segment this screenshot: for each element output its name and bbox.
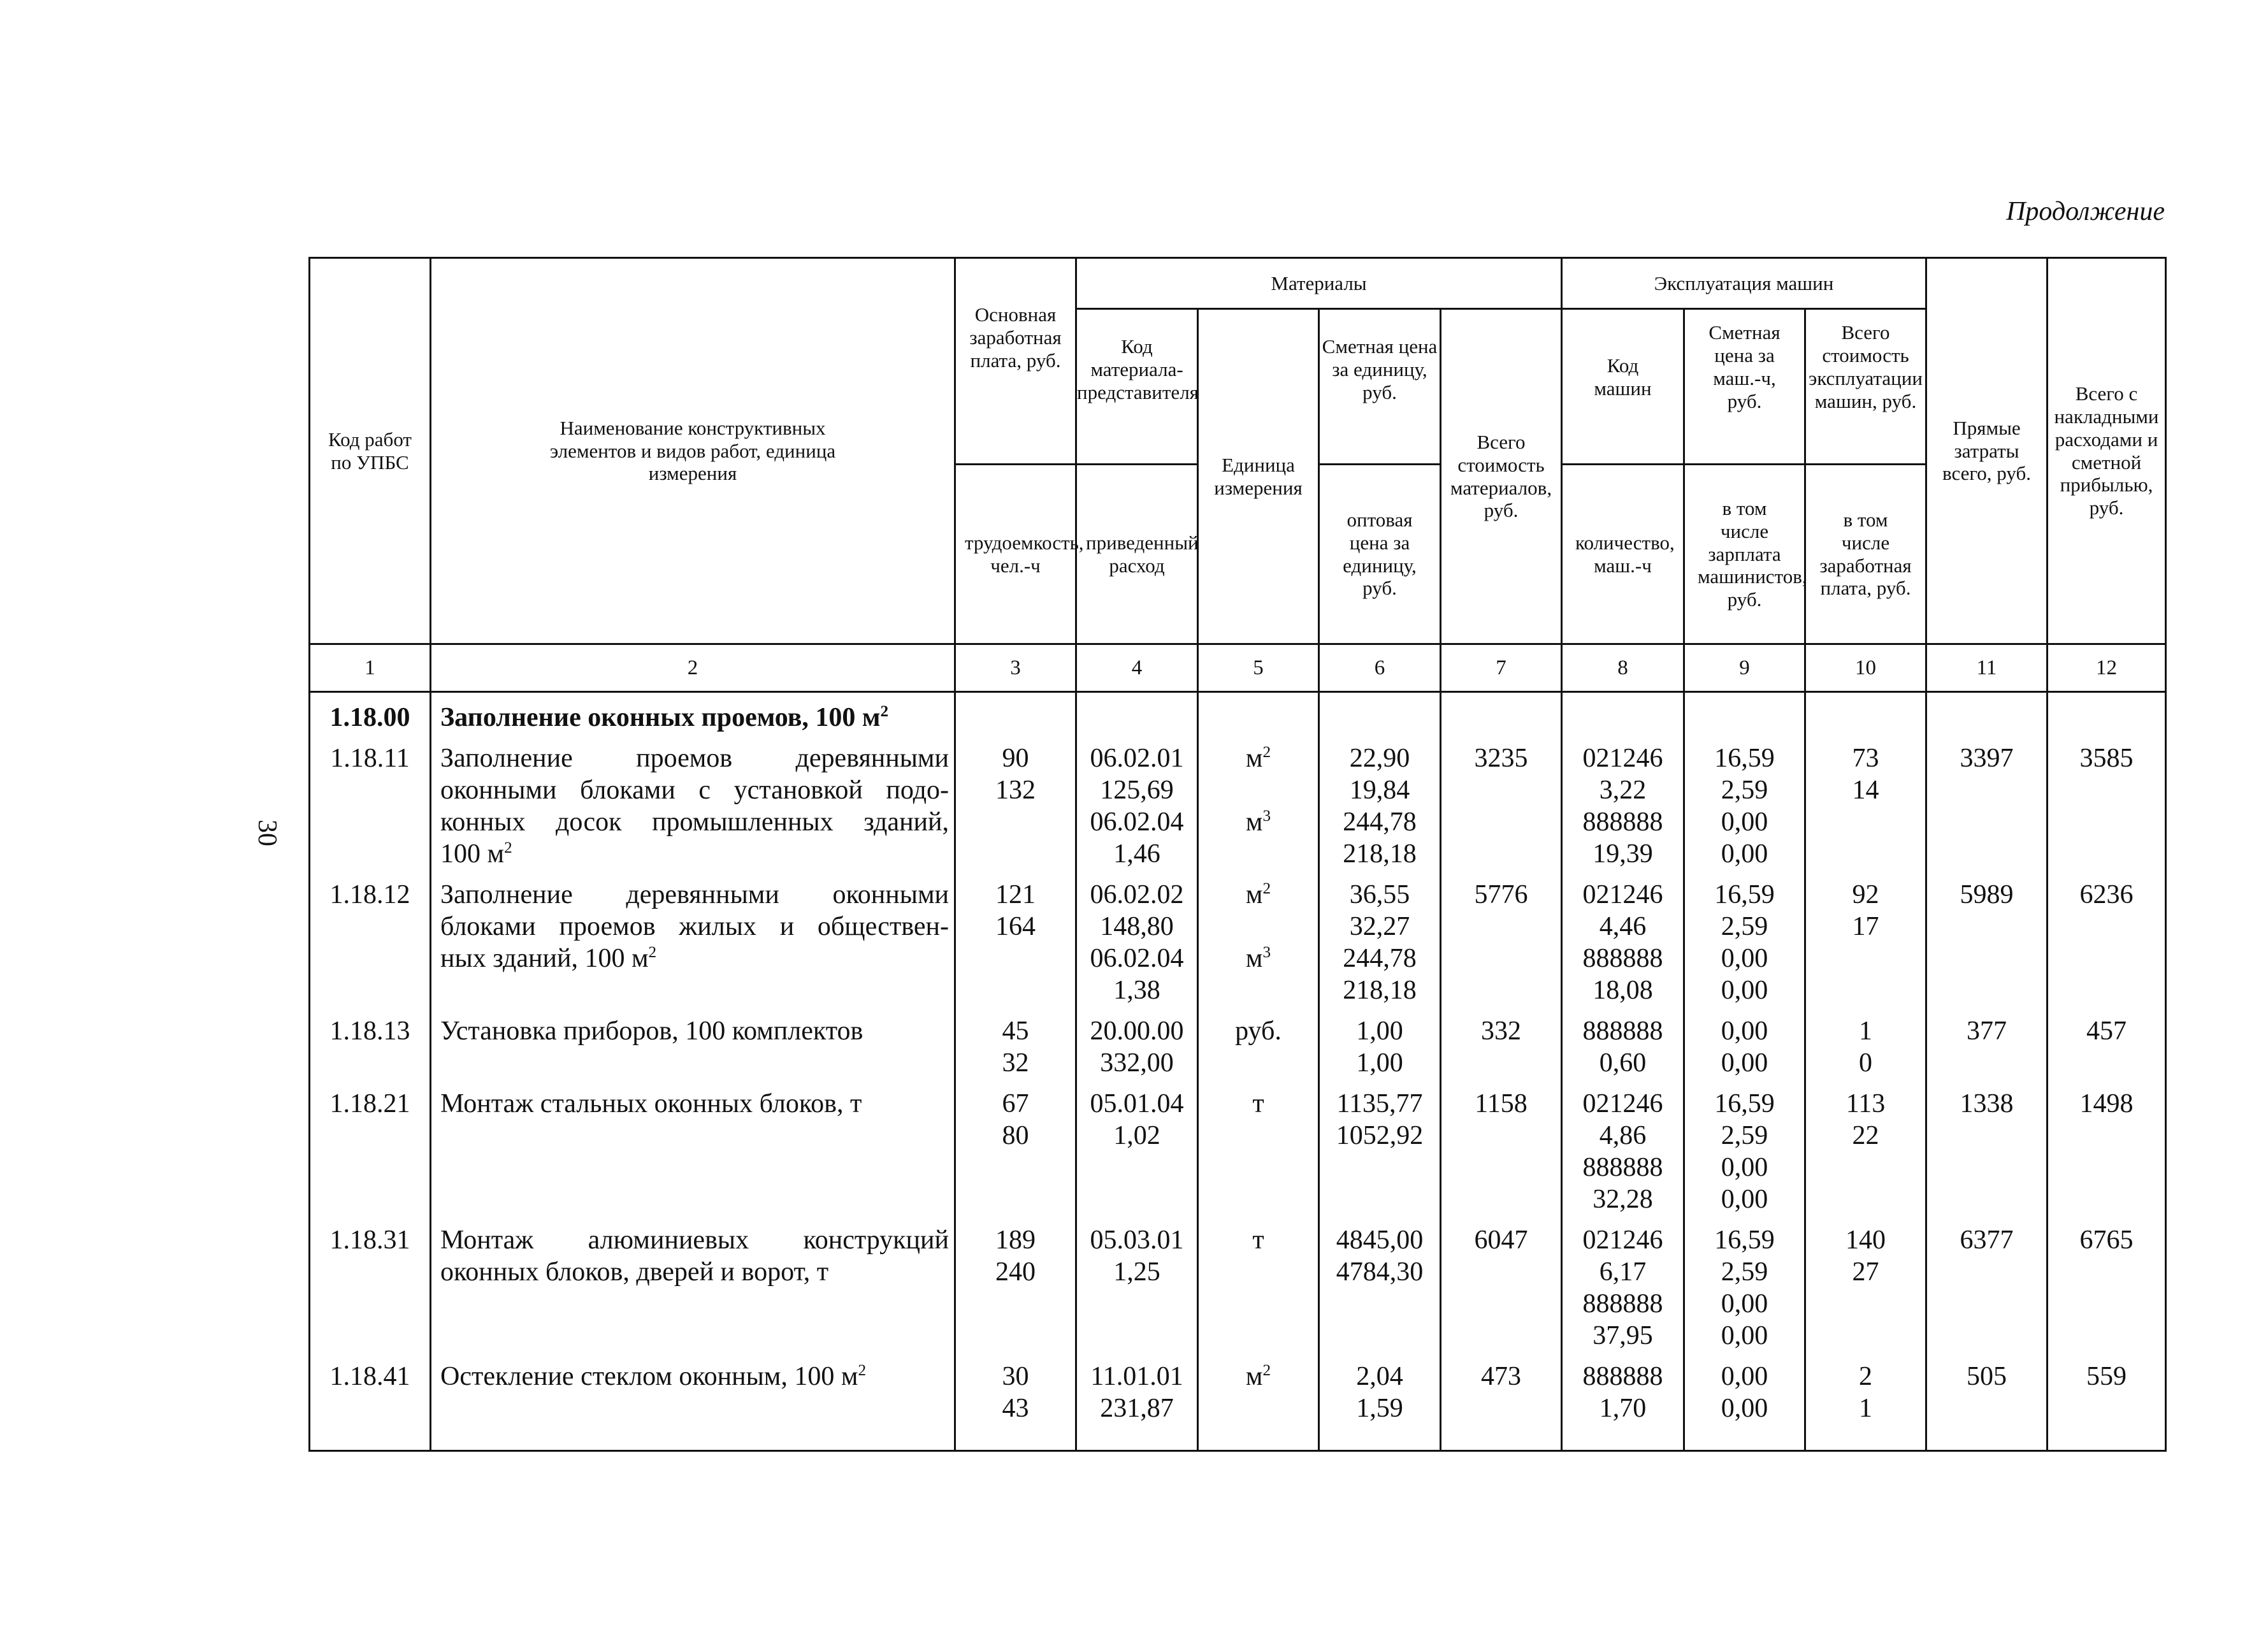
- cell-value: 1,25: [1113, 1257, 1160, 1287]
- column-number: 10: [1805, 644, 1926, 692]
- cell-c10: [1805, 1220, 1926, 1357]
- cell-value: 1: [1859, 1394, 1872, 1423]
- header-col11: Прямые затраты всего, руб.: [1926, 258, 2048, 644]
- cell-value: 16,59: [1714, 1089, 1775, 1118]
- work-code: 1.18.21: [310, 1084, 431, 1220]
- header-materials: Материалы: [1076, 258, 1562, 309]
- column-number: 8: [1562, 644, 1684, 692]
- work-code: 1.18.41: [310, 1357, 431, 1451]
- work-name: [431, 1220, 955, 1357]
- cell-value: 2,59: [1721, 912, 1768, 941]
- cell-value: 6,17: [1599, 1257, 1647, 1287]
- header-col4-top: Код материала-представителя: [1076, 309, 1198, 465]
- cell-c7: [1441, 1220, 1562, 1357]
- column-number: 7: [1441, 644, 1562, 692]
- header-col3-bottom: трудоемкость, чел.-ч: [955, 465, 1076, 644]
- cell-value: 164: [995, 912, 1036, 941]
- cell-c7: [1441, 875, 1562, 1011]
- cell-value: $м^3$: [1245, 944, 1271, 973]
- cell-value: 888888: [1582, 1289, 1663, 1319]
- work-name: [431, 739, 955, 875]
- header-col10-bottom: в том числе заработная плата, руб.: [1805, 465, 1926, 644]
- header-col9-bottom: в том числе зарплата машинистов, руб.: [1684, 465, 1805, 644]
- cell-value: [1199, 974, 1318, 1006]
- cell-value: 06.02.04: [1090, 807, 1184, 837]
- cell-value: [1199, 774, 1318, 806]
- cell-value: 32,28: [1593, 1185, 1653, 1214]
- cell-c3: [955, 875, 1076, 1011]
- cell-c11: [1926, 739, 2048, 875]
- cell-value: 4784,30: [1336, 1257, 1424, 1287]
- cell-value: 3,22: [1599, 776, 1647, 805]
- work-code: 1.18.12: [310, 875, 431, 1011]
- estimate-table: [308, 257, 2167, 1452]
- cell-c4: [1076, 1220, 1198, 1357]
- cell-value: 332,00: [1100, 1048, 1174, 1078]
- cell-c6: [1319, 1220, 1441, 1357]
- cell-value: 021246: [1582, 880, 1663, 909]
- cell-value: 19,84: [1349, 776, 1410, 805]
- cell-value: т: [1252, 1089, 1264, 1118]
- cell-value: [1199, 838, 1318, 870]
- cell-c10: [1805, 1084, 1926, 1220]
- cell-value: 1,00: [1356, 1016, 1403, 1046]
- work-name-line: Монтаж стальных оконных блоков, т: [440, 1089, 862, 1118]
- cell-c3: [955, 1011, 1076, 1084]
- work-name-line: конных досок промышленных зданий,: [440, 807, 949, 837]
- cell-value: 1338: [1960, 1089, 2014, 1118]
- cell-value: 4,86: [1599, 1121, 1647, 1150]
- cell-c9: [1684, 1220, 1805, 1357]
- header-machines: Эксплуатация машин: [1562, 258, 1926, 309]
- cell-value: 473: [1481, 1362, 1521, 1391]
- cell-c9: [1684, 875, 1805, 1011]
- work-name-line: Монтаж алюминиевых конструкций: [440, 1226, 949, 1255]
- cell-value: 113: [1845, 1089, 1886, 1118]
- cell-c4: [1076, 1011, 1198, 1084]
- cell-c11: [1926, 1220, 2048, 1357]
- section-title: Заполнение оконных проемов, 100 $м^2$: [431, 692, 955, 739]
- cell-value: 0,00: [1721, 1321, 1768, 1350]
- cell-value: 45: [1002, 1016, 1029, 1046]
- header-col2: Наименование конструктивных элементов и видов работ, единица измерения: [431, 258, 955, 644]
- cell-value: 1,00: [1356, 1048, 1403, 1078]
- cell-value: 888888: [1582, 944, 1663, 973]
- cell-c11: [1926, 1357, 2048, 1451]
- header-col12: Всего с накладными расходами и сметной прибылью, руб.: [2048, 258, 2166, 644]
- work-code: 1.18.13: [310, 1011, 431, 1084]
- cell-value: 06.02.01: [1090, 744, 1184, 773]
- cell-c12: [2048, 1220, 2166, 1357]
- cell-value: 1052,92: [1336, 1121, 1424, 1150]
- cell-c8: [1562, 1220, 1684, 1357]
- cell-value: 888888: [1582, 1153, 1663, 1182]
- cell-c9: [1684, 1357, 1805, 1451]
- header-col8-bottom: количество, маш.-ч: [1562, 465, 1684, 644]
- cell-value: $м^2$: [1245, 744, 1271, 773]
- cell-value: 2: [1859, 1362, 1872, 1391]
- cell-c6: [1319, 875, 1441, 1011]
- cell-value: 457: [2086, 1016, 2127, 1046]
- cell-value: 90: [1002, 744, 1029, 773]
- cell-value: 92: [1852, 880, 1879, 909]
- cell-value: $м^2$: [1245, 880, 1271, 909]
- cell-c8: [1562, 739, 1684, 875]
- cell-value: 19,39: [1593, 839, 1653, 869]
- cell-value: 5776: [1474, 880, 1528, 909]
- cell-c4: [1076, 739, 1198, 875]
- cell-value: 0,00: [1721, 944, 1768, 973]
- header-col9-top: Сметная цена за маш.-ч, руб.: [1684, 309, 1805, 465]
- cell-value: 73: [1852, 744, 1879, 773]
- cell-value: 1,38: [1113, 976, 1160, 1005]
- cell-c9: [1684, 1084, 1805, 1220]
- header-col10-top: Всего стоимость эксплуатации машин, руб.: [1805, 309, 1926, 465]
- cell-value: 0,00: [1721, 1289, 1768, 1319]
- header-col6-top: Сметная цена за единицу, руб.: [1319, 309, 1441, 465]
- cell-value: 132: [995, 776, 1036, 805]
- work-name-line: оконными блоками с установкой подо-: [440, 776, 949, 805]
- cell-value: 1158: [1475, 1089, 1528, 1118]
- cell-c10: [1805, 739, 1926, 875]
- cell-value: $м^3$: [1245, 807, 1271, 837]
- cell-c4: [1076, 1357, 1198, 1451]
- cell-value: 2,04: [1356, 1362, 1403, 1391]
- cell-value: 0,60: [1599, 1048, 1647, 1078]
- cell-value: 3397: [1960, 744, 2014, 773]
- section-code: 1.18.00: [310, 692, 431, 739]
- cell-c12: [2048, 1357, 2166, 1451]
- cell-value: 1,02: [1113, 1121, 1160, 1150]
- cell-value: 30: [1002, 1362, 1029, 1391]
- cell-c10: [1805, 1357, 1926, 1451]
- cell-value: 3585: [2079, 744, 2134, 773]
- cell-value: 3235: [1474, 744, 1528, 773]
- cell-value: 11.01.01: [1090, 1362, 1183, 1391]
- column-number: 4: [1076, 644, 1198, 692]
- cell-value: 125,69: [1100, 776, 1174, 805]
- cell-value: 0: [1859, 1048, 1872, 1078]
- cell-value: 4845,00: [1336, 1226, 1424, 1255]
- work-name-line: ных зданий, 100 $м^2$: [440, 944, 657, 973]
- cell-c6: [1319, 1357, 1441, 1451]
- cell-value: 06.02.02: [1090, 880, 1184, 909]
- cell-value: 021246: [1582, 744, 1663, 773]
- cell-value: 0,00: [1721, 1153, 1768, 1182]
- cell-value: 888888: [1582, 1362, 1663, 1391]
- cell-value: 2,59: [1721, 776, 1768, 805]
- cell-value: 14: [1852, 776, 1879, 805]
- cell-value: 218,18: [1343, 976, 1417, 1005]
- continuation-label: Продолжение: [2006, 197, 2165, 226]
- header-col7: Всего стоимость материалов, руб.: [1441, 309, 1562, 644]
- work-name-line: 100 $м^2$: [440, 839, 512, 869]
- cell-c9: [1684, 739, 1805, 875]
- cell-value: 1,46: [1113, 839, 1160, 869]
- column-number: 6: [1319, 644, 1441, 692]
- cell-value: 021246: [1582, 1226, 1663, 1255]
- cell-value: 0,00: [1721, 1048, 1768, 1078]
- cell-value: 140: [1845, 1226, 1886, 1255]
- cell-c5: [1198, 1011, 1319, 1084]
- header-col1: Код работ по УПБС: [310, 258, 431, 644]
- table-header: [310, 258, 2166, 692]
- cell-value: 332: [1481, 1016, 1521, 1046]
- cell-c11: [1926, 1011, 2048, 1084]
- cell-value: 32: [1002, 1048, 1029, 1078]
- column-number: 2: [431, 644, 955, 692]
- cell-c12: [2048, 1084, 2166, 1220]
- cell-c5: [1198, 1220, 1319, 1357]
- table-row: [310, 1084, 2166, 1220]
- cell-value: 2,59: [1721, 1257, 1768, 1287]
- cell-value: 37,95: [1593, 1321, 1653, 1350]
- cell-c5: [1198, 1084, 1319, 1220]
- cell-c10: [1805, 1011, 1926, 1084]
- cell-c12: [2048, 875, 2166, 1011]
- cell-value: 32,27: [1349, 912, 1410, 941]
- cell-value: 1498: [2079, 1089, 2134, 1118]
- cell-c7: [1441, 739, 1562, 875]
- cell-value: 021246: [1582, 1089, 1663, 1118]
- cell-c9: [1684, 1011, 1805, 1084]
- cell-c5: [1198, 1357, 1319, 1451]
- table-row: [310, 875, 2166, 1011]
- cell-c11: [1926, 1084, 2048, 1220]
- cell-c6: [1319, 1084, 1441, 1220]
- cell-value: 0,00: [1721, 1185, 1768, 1214]
- work-code: 1.18.11: [310, 739, 431, 875]
- table-body: [310, 692, 2166, 1451]
- cell-value: руб.: [1235, 1016, 1282, 1046]
- column-number: 1: [310, 644, 431, 692]
- column-number: 11: [1926, 644, 2048, 692]
- cell-value: т: [1252, 1226, 1264, 1255]
- cell-value: 0,00: [1721, 1016, 1768, 1046]
- cell-value: $м^2$: [1245, 1362, 1271, 1391]
- table-row: [310, 1011, 2166, 1084]
- cell-value: 1135,77: [1336, 1089, 1423, 1118]
- table-row: [310, 1220, 2166, 1357]
- cell-value: 2,59: [1721, 1121, 1768, 1150]
- cell-value: 244,78: [1343, 807, 1417, 837]
- cell-c3: [955, 1084, 1076, 1220]
- work-name-line: оконных блоков, дверей и ворот, т: [440, 1257, 829, 1287]
- cell-value: 1: [1859, 1016, 1872, 1046]
- cell-value: 6047: [1474, 1226, 1528, 1255]
- cell-c7: [1441, 1011, 1562, 1084]
- cell-value: 1,59: [1356, 1394, 1403, 1423]
- work-name-line: блоками проемов жилых и обществен-: [440, 912, 949, 941]
- table-row: [310, 739, 2166, 875]
- cell-value: 559: [2086, 1362, 2127, 1391]
- cell-value: 20.00.00: [1090, 1016, 1184, 1046]
- page-number: 30: [252, 820, 282, 846]
- work-code: 1.18.31: [310, 1220, 431, 1357]
- cell-value: 43: [1002, 1394, 1029, 1423]
- work-name-line: Установка приборов, 100 комплектов: [440, 1016, 863, 1046]
- cell-value: 18,08: [1593, 976, 1653, 1005]
- column-number: 12: [2048, 644, 2166, 692]
- work-name: [431, 875, 955, 1011]
- cell-value: 888888: [1582, 807, 1663, 837]
- cell-value: 244,78: [1343, 944, 1417, 973]
- cell-value: 27: [1852, 1257, 1879, 1287]
- work-name-line: Остекление стеклом оконным, 100 $м^2$: [440, 1362, 867, 1391]
- cell-value: 218,18: [1343, 839, 1417, 869]
- cell-c8: [1562, 1011, 1684, 1084]
- cell-value: 240: [995, 1257, 1036, 1287]
- cell-c8: [1562, 875, 1684, 1011]
- cell-value: 0,00: [1721, 1362, 1768, 1391]
- cell-c3: [955, 739, 1076, 875]
- cell-c11: [1926, 875, 2048, 1011]
- cell-value: 0,00: [1721, 1394, 1768, 1423]
- cell-value: 05.01.04: [1090, 1089, 1184, 1118]
- cell-c6: [1319, 739, 1441, 875]
- cell-value: 16,59: [1714, 880, 1775, 909]
- cell-value: 6377: [1960, 1226, 2014, 1255]
- column-number: 5: [1198, 644, 1319, 692]
- header-col3-top: Основная заработная плата, руб.: [955, 258, 1076, 465]
- cell-c7: [1441, 1084, 1562, 1220]
- section-row: [310, 692, 2166, 739]
- header-col5: Единица измерения: [1198, 309, 1319, 644]
- cell-value: 505: [1967, 1362, 2007, 1391]
- work-name-line: Заполнение деревянными оконными: [440, 880, 949, 909]
- cell-value: 0,00: [1721, 839, 1768, 869]
- cell-value: 148,80: [1100, 912, 1174, 941]
- cell-c8: [1562, 1357, 1684, 1451]
- cell-value: 22: [1852, 1121, 1879, 1150]
- header-col6-bottom: оптовая цена за единицу, руб.: [1319, 465, 1441, 644]
- cell-value: 4,46: [1599, 912, 1647, 941]
- cell-value: 05.03.01: [1090, 1226, 1184, 1255]
- cell-value: 888888: [1582, 1016, 1663, 1046]
- cell-c7: [1441, 1357, 1562, 1451]
- cell-value: 80: [1002, 1121, 1029, 1150]
- cell-c12: [2048, 1011, 2166, 1084]
- work-name: [431, 1357, 955, 1451]
- cell-c10: [1805, 875, 1926, 1011]
- cell-c3: [955, 1357, 1076, 1451]
- cell-value: [1199, 911, 1318, 943]
- cell-value: 1,70: [1599, 1394, 1647, 1423]
- cell-value: 36,55: [1349, 880, 1410, 909]
- cell-c5: [1198, 875, 1319, 1011]
- cell-value: 377: [1967, 1016, 2007, 1046]
- column-number: 3: [955, 644, 1076, 692]
- column-numbers-row: [310, 644, 2166, 692]
- cell-value: 189: [995, 1226, 1036, 1255]
- header-col4-bottom: приведенный расход: [1076, 465, 1198, 644]
- cell-value: 5989: [1960, 880, 2014, 909]
- cell-c5: [1198, 739, 1319, 875]
- cell-value: 16,59: [1714, 1226, 1775, 1255]
- cell-value: 0,00: [1721, 807, 1768, 837]
- cell-c3: [955, 1220, 1076, 1357]
- cell-value: 16,59: [1714, 744, 1775, 773]
- cell-value: 67: [1002, 1089, 1029, 1118]
- work-name-line: Заполнение проемов деревянными: [440, 744, 949, 773]
- cell-value: 22,90: [1349, 744, 1410, 773]
- cell-c12: [2048, 739, 2166, 875]
- column-number: 9: [1684, 644, 1805, 692]
- cell-value: 6765: [2079, 1226, 2134, 1255]
- table-row: [310, 1357, 2166, 1451]
- work-name: [431, 1084, 955, 1220]
- cell-c4: [1076, 1084, 1198, 1220]
- cell-value: 0,00: [1721, 976, 1768, 1005]
- cell-value: 231,87: [1100, 1394, 1174, 1423]
- cell-c6: [1319, 1011, 1441, 1084]
- cell-value: 6236: [2079, 880, 2134, 909]
- cell-c4: [1076, 875, 1198, 1011]
- work-name: [431, 1011, 955, 1084]
- cell-value: 121: [995, 880, 1036, 909]
- cell-value: 17: [1852, 912, 1879, 941]
- header-col8-top: Код машин: [1562, 309, 1684, 465]
- cell-c8: [1562, 1084, 1684, 1220]
- cell-value: 06.02.04: [1090, 944, 1184, 973]
